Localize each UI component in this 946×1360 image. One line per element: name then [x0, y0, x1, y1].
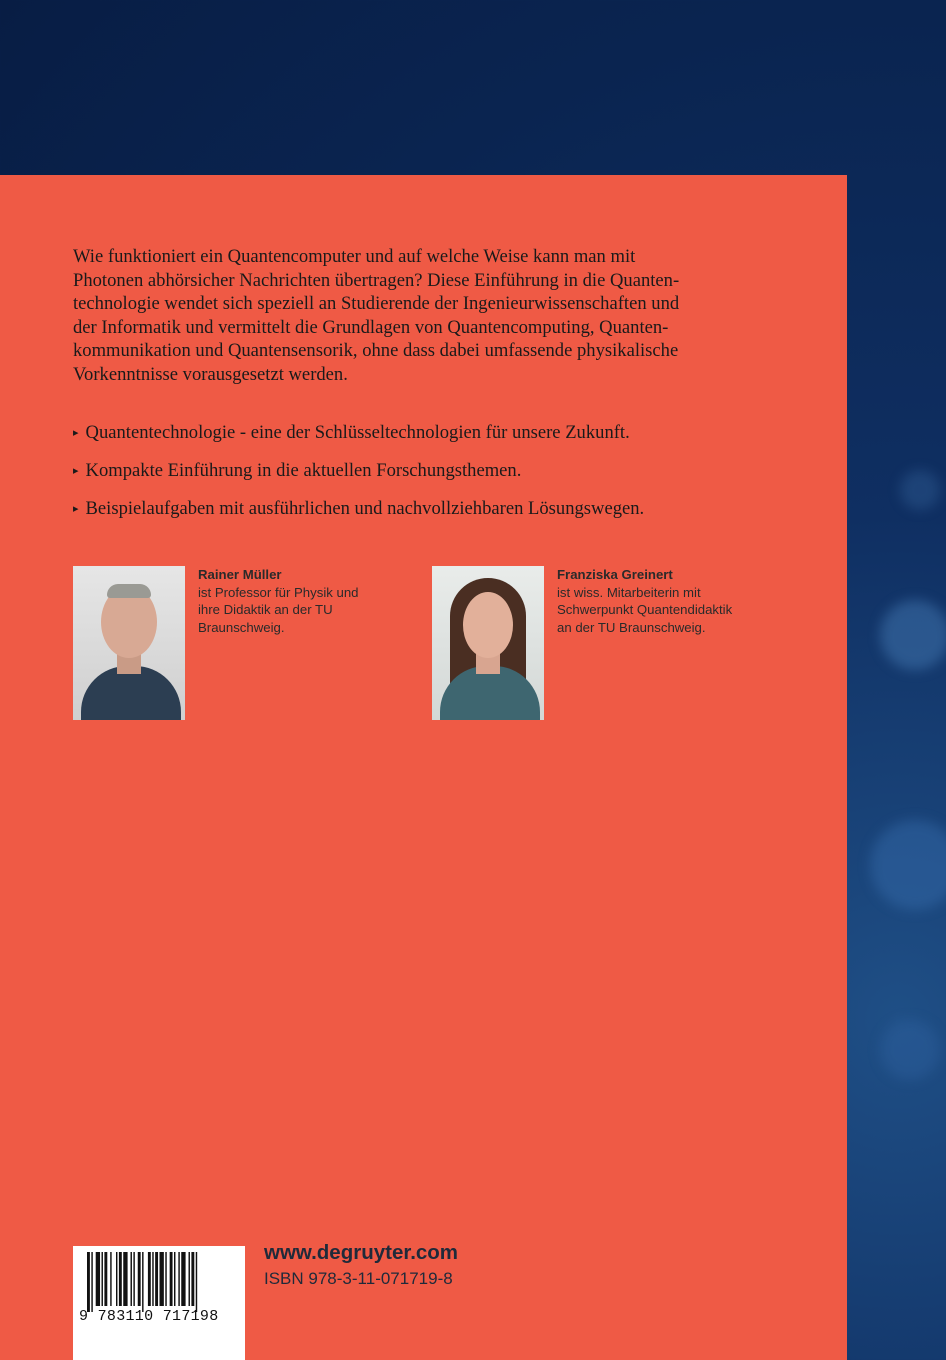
- intro-line: technologie wendet sich speziell an Studierende der Ingenieurwissenschaften und: [73, 293, 680, 315]
- publisher-website: www.degruyter.com: [264, 1241, 459, 1264]
- bokeh-light: [870, 820, 946, 910]
- author-bio: [557, 566, 757, 720]
- bokeh-light: [900, 470, 940, 510]
- isbn-number: ISBN 978-3-11-071719-8: [264, 1269, 453, 1288]
- author-bio-line: Braunschweig.: [198, 619, 285, 635]
- author-photo: [432, 566, 544, 720]
- intro-text: [73, 245, 773, 387]
- bullet-triangle-icon: ▸: [73, 503, 79, 515]
- author-bio-line: ist wiss. Mitarbeiterin mit: [557, 584, 701, 600]
- list-item: [73, 497, 793, 523]
- back-cover-panel: [0, 175, 847, 1360]
- intro-line: Wie funktioniert ein Quantencomputer und auf welche Weise kann man mit: [73, 246, 636, 267]
- barcode: [73, 1246, 245, 1360]
- portrait-shirt: [81, 666, 181, 720]
- intro-line: Photonen abhörsicher Nachrichten übertragen? Diese Einführung in die Quanten-: [73, 269, 680, 291]
- author-card: [73, 566, 398, 720]
- barcode-bars: [87, 1252, 233, 1312]
- list-item-text: Quantentechnologie - eine der Schlüsseltechnologien für unsere Zukunft.: [85, 422, 630, 443]
- intro-line: kommunikation und Quantensensorik, ohne dass dabei umfassende physikalische: [73, 340, 679, 362]
- intro-line: der Informatik und vermittelt die Grundlagen von Quantencomputing, Quanten-: [73, 316, 669, 338]
- author-name: Rainer Müller: [198, 567, 282, 582]
- author-card: [432, 566, 757, 720]
- bullet-triangle-icon: ▸: [73, 465, 79, 477]
- author-bio-line: ihre Didaktik an der TU: [198, 602, 333, 617]
- feature-list: [73, 421, 793, 535]
- portrait-hair: [107, 584, 151, 598]
- bokeh-light: [880, 600, 946, 670]
- author-bio: [198, 566, 398, 720]
- list-item-text: Beispielaufgaben mit ausführlichen und nachvollziehbaren Lösungswegen.: [85, 498, 645, 519]
- author-bio-line: an der TU Braunschweig.: [557, 619, 706, 635]
- list-item: [73, 421, 793, 447]
- bokeh-light: [880, 1020, 940, 1080]
- author-name: Franziska Greinert: [557, 567, 673, 582]
- barcode-number: 9 783110 717198: [79, 1308, 219, 1325]
- list-item-text: Kompakte Einführung in die aktuellen Forschungsthemen.: [85, 460, 522, 481]
- author-photo: [73, 566, 185, 720]
- portrait-face: [463, 592, 513, 658]
- list-item: [73, 459, 793, 485]
- intro-line: Vorkenntnisse vorausgesetzt werden.: [73, 363, 348, 385]
- author-bio-line: ist Professor für Physik und: [198, 584, 359, 600]
- bullet-triangle-icon: ▸: [73, 427, 79, 439]
- author-bio-line: Schwerpunkt Quantendidaktik: [557, 602, 733, 617]
